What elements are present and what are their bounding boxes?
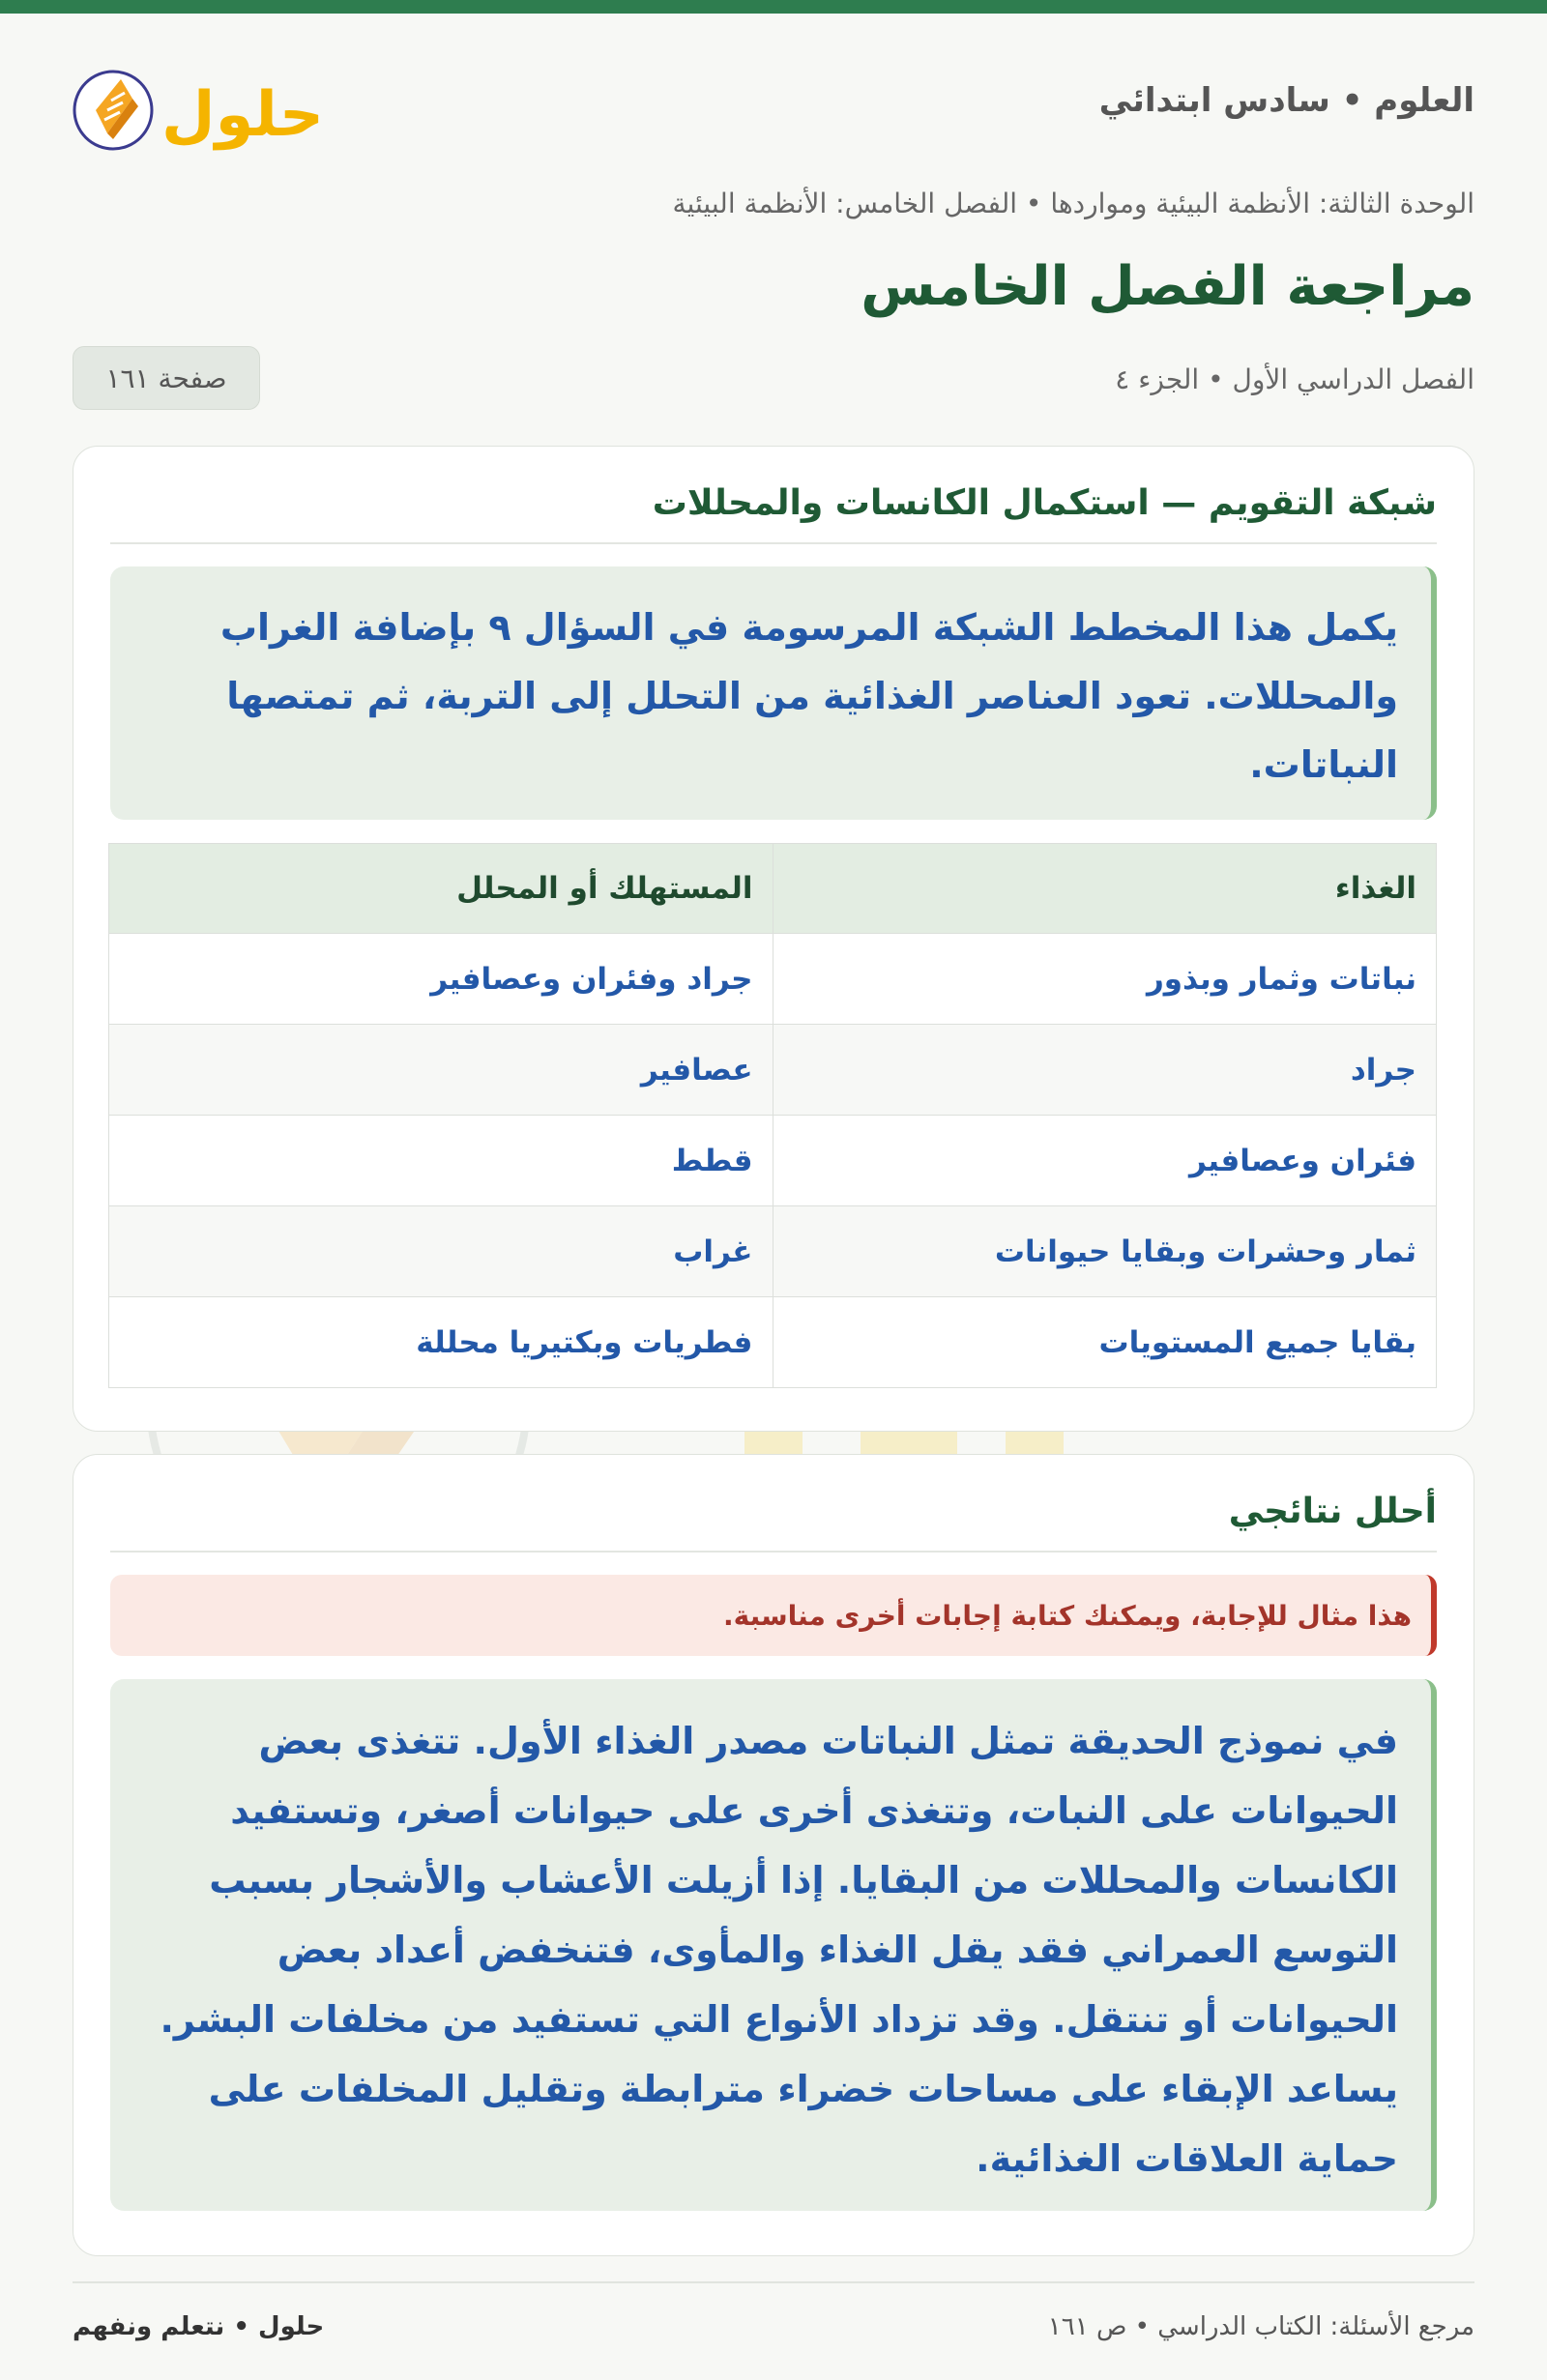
table-cell: ثمار وحشرات وبقايا حيوانات bbox=[773, 1206, 1437, 1297]
table-cell: نباتات وثمار وبذور bbox=[773, 934, 1437, 1025]
column-header-consumer: المستهلك أو المحلل bbox=[109, 844, 774, 934]
table-row bbox=[109, 1116, 1437, 1206]
section-title: أحلل نتائجي bbox=[110, 1492, 1437, 1553]
hulul-logo bbox=[73, 52, 334, 168]
page-number-badge: صفحة ١٦١ bbox=[73, 346, 260, 410]
subject-label: العلوم • سادس ابتدائي bbox=[1098, 81, 1474, 120]
table-cell: عصافير bbox=[109, 1025, 774, 1116]
intro-text: يكمل هذا المخطط الشبكة المرسومة في السؤال ٩ بإضافة الغراب والمحللات. تعود العناصر الغذائية من التحلل إلى التربة، ثم تمتصها النباتات. bbox=[110, 566, 1437, 820]
answer-text: في نموذج الحديقة تمثل النباتات مصدر الغذاء الأول. تتغذى بعض الحيوانات على النبات، وتتغذى أخرى على حيوانات أصغر، وتستفيد الكانسات والمحللات من البقايا. إذا أزيلت الأعشاب والأشجار بسبب التوسع العمراني فقد يقل الغذاء والمأوى، فتنخفض أعداد بعض الحيوانات أو تنتقل. وقد تزداد الأنواع التي تستفيد من مخلفات البشر. يساعد الإبقاء على مساحات خضراء مترابطة وتقليل المخلفات على حماية العلاقات الغذائية. bbox=[110, 1679, 1437, 2211]
breadcrumb: الوحدة الثالثة: الأنظمة البيئية ومواردها • الفصل الخامس: الأنظمة البيئية bbox=[672, 188, 1474, 219]
footer-brand: حلول • نتعلم ونفهم bbox=[73, 2312, 325, 2341]
table-row bbox=[109, 1206, 1437, 1297]
footer bbox=[73, 2281, 1474, 2339]
table-cell: فطريات وبكتيريا محللة bbox=[109, 1297, 774, 1388]
table-row bbox=[109, 934, 1437, 1025]
page-title: مراجعة الفصل الخامس bbox=[861, 255, 1474, 318]
column-header-food: الغذاء bbox=[773, 844, 1437, 934]
table-cell: بقايا جميع المستويات bbox=[773, 1297, 1437, 1388]
evaluation-web-card bbox=[73, 446, 1474, 1432]
table-header-row bbox=[109, 844, 1437, 934]
table-cell: جراد وفئران وعصافير bbox=[109, 934, 774, 1025]
answer-note: هذا مثال للإجابة، ويمكنك كتابة إجابات أخرى مناسبة. bbox=[110, 1575, 1437, 1656]
table-cell: جراد bbox=[773, 1025, 1437, 1116]
logo-text: حلول bbox=[161, 79, 324, 151]
footer-reference: مرجع الأسئلة: الكتاب الدراسي • ص ١٦١ bbox=[1047, 2312, 1474, 2341]
table-cell: قطط bbox=[109, 1116, 774, 1206]
table-cell: فئران وعصافير bbox=[773, 1116, 1437, 1206]
food-web-table bbox=[108, 843, 1437, 1388]
section-title: شبكة التقويم — استكمال الكانسات والمحللات bbox=[110, 483, 1437, 544]
analyze-results-card bbox=[73, 1454, 1474, 2256]
table-cell: غراب bbox=[109, 1206, 774, 1297]
table-row bbox=[109, 1297, 1437, 1388]
table-row bbox=[109, 1025, 1437, 1116]
term-label: الفصل الدراسي الأول • الجزء ٤ bbox=[1115, 363, 1474, 395]
top-accent-bar bbox=[0, 0, 1547, 14]
